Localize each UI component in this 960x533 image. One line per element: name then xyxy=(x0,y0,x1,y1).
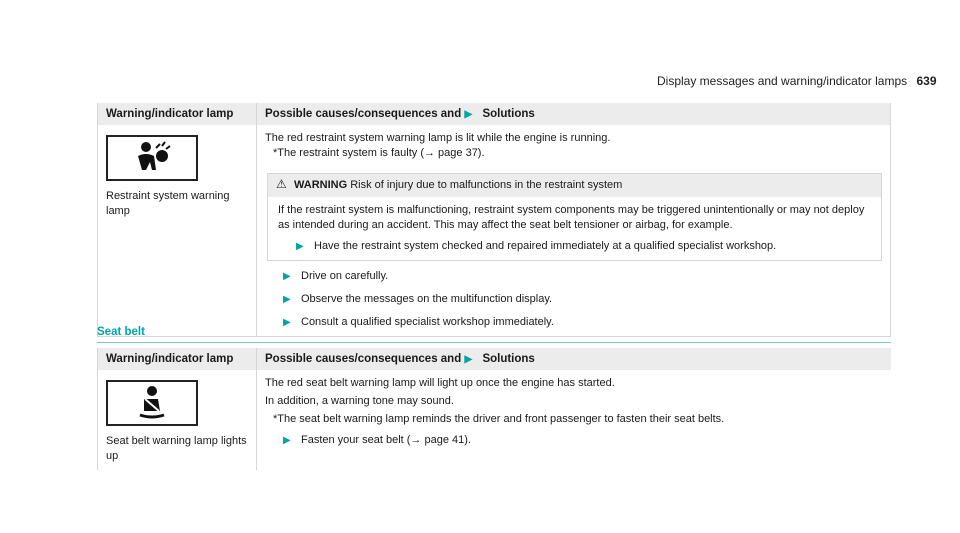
section-title: Seat belt xyxy=(97,326,145,338)
col-header-causes: Possible causes/consequences and ▶ Solutions xyxy=(257,103,891,125)
play-arrow-icon: ▶ xyxy=(283,271,291,282)
step-1: ▶ Fasten your seat belt (→ page 41). xyxy=(283,434,471,446)
lamp-cell xyxy=(98,370,257,470)
page-header xyxy=(657,74,937,88)
play-arrow-icon: ▶ xyxy=(464,354,473,365)
step-2: ▶ Observe the messages on the multifunction display. xyxy=(283,293,553,305)
cause-text-3: *The seat belt warning lamp reminds the driver and front passenger to fasten their seat belts. xyxy=(273,413,725,425)
step-3: ▶ Consult a qualified specialist workshop immediately. xyxy=(283,316,554,328)
col-header-causes: Possible causes/consequences and ▶ Solutions xyxy=(257,348,892,370)
page-number: 639 xyxy=(916,74,937,88)
seat-belt-icon xyxy=(106,380,198,426)
warning-body-text: If the restraint system is malfunctioning, restraint system components may be triggered unintentionally or may not deploy as intended during an accident. This may affect the seat belt tensioner or airbag, for example. xyxy=(278,204,865,231)
col-header-lamp: Warning/indicator lamp xyxy=(98,103,257,125)
col-header-lamp: Warning/indicator lamp xyxy=(98,348,257,370)
play-arrow-icon: ▶ xyxy=(283,317,291,328)
play-arrow-icon: ▶ xyxy=(283,435,291,446)
lamp-label: Seat belt warning lamp lights up xyxy=(106,435,247,462)
play-arrow-icon: ▶ xyxy=(283,294,291,305)
warning-title: Risk of injury due to malfunctions in the restraint system xyxy=(350,179,623,191)
restraint-system-table xyxy=(97,103,891,337)
warning-action: ▶ Have the restraint system checked and repaired immediately at a qualified specialist workshop. xyxy=(296,240,777,252)
cause-text-1: The red seat belt warning lamp will light up once the engine has started. xyxy=(265,377,615,389)
seat-belt-table xyxy=(97,348,891,470)
header-title: Display messages and warning/indicator lamps xyxy=(657,74,908,88)
lamp-label: Restraint system warning lamp xyxy=(106,190,230,217)
section-divider xyxy=(97,342,891,343)
airbag-person-icon xyxy=(106,135,198,181)
cause-text-1: The red restraint system warning lamp is lit while the engine is running. xyxy=(265,132,611,144)
play-arrow-icon: ▶ xyxy=(296,241,304,252)
warning-box xyxy=(267,173,882,261)
warning-triangle-icon: ⚠ xyxy=(276,177,287,191)
play-arrow-icon: ▶ xyxy=(464,109,473,120)
lamp-cell xyxy=(98,125,257,337)
warning-label: WARNING xyxy=(294,179,348,191)
cause-text-2: In addition, a warning tone may sound. xyxy=(265,395,454,407)
step-1: ▶ Drive on carefully. xyxy=(283,270,389,282)
causes-cell xyxy=(257,125,891,337)
causes-cell xyxy=(257,370,892,470)
warning-header xyxy=(268,174,881,197)
cause-text-2: *The restraint system is faulty (→ page 37). xyxy=(273,147,485,159)
warning-body xyxy=(268,197,881,260)
